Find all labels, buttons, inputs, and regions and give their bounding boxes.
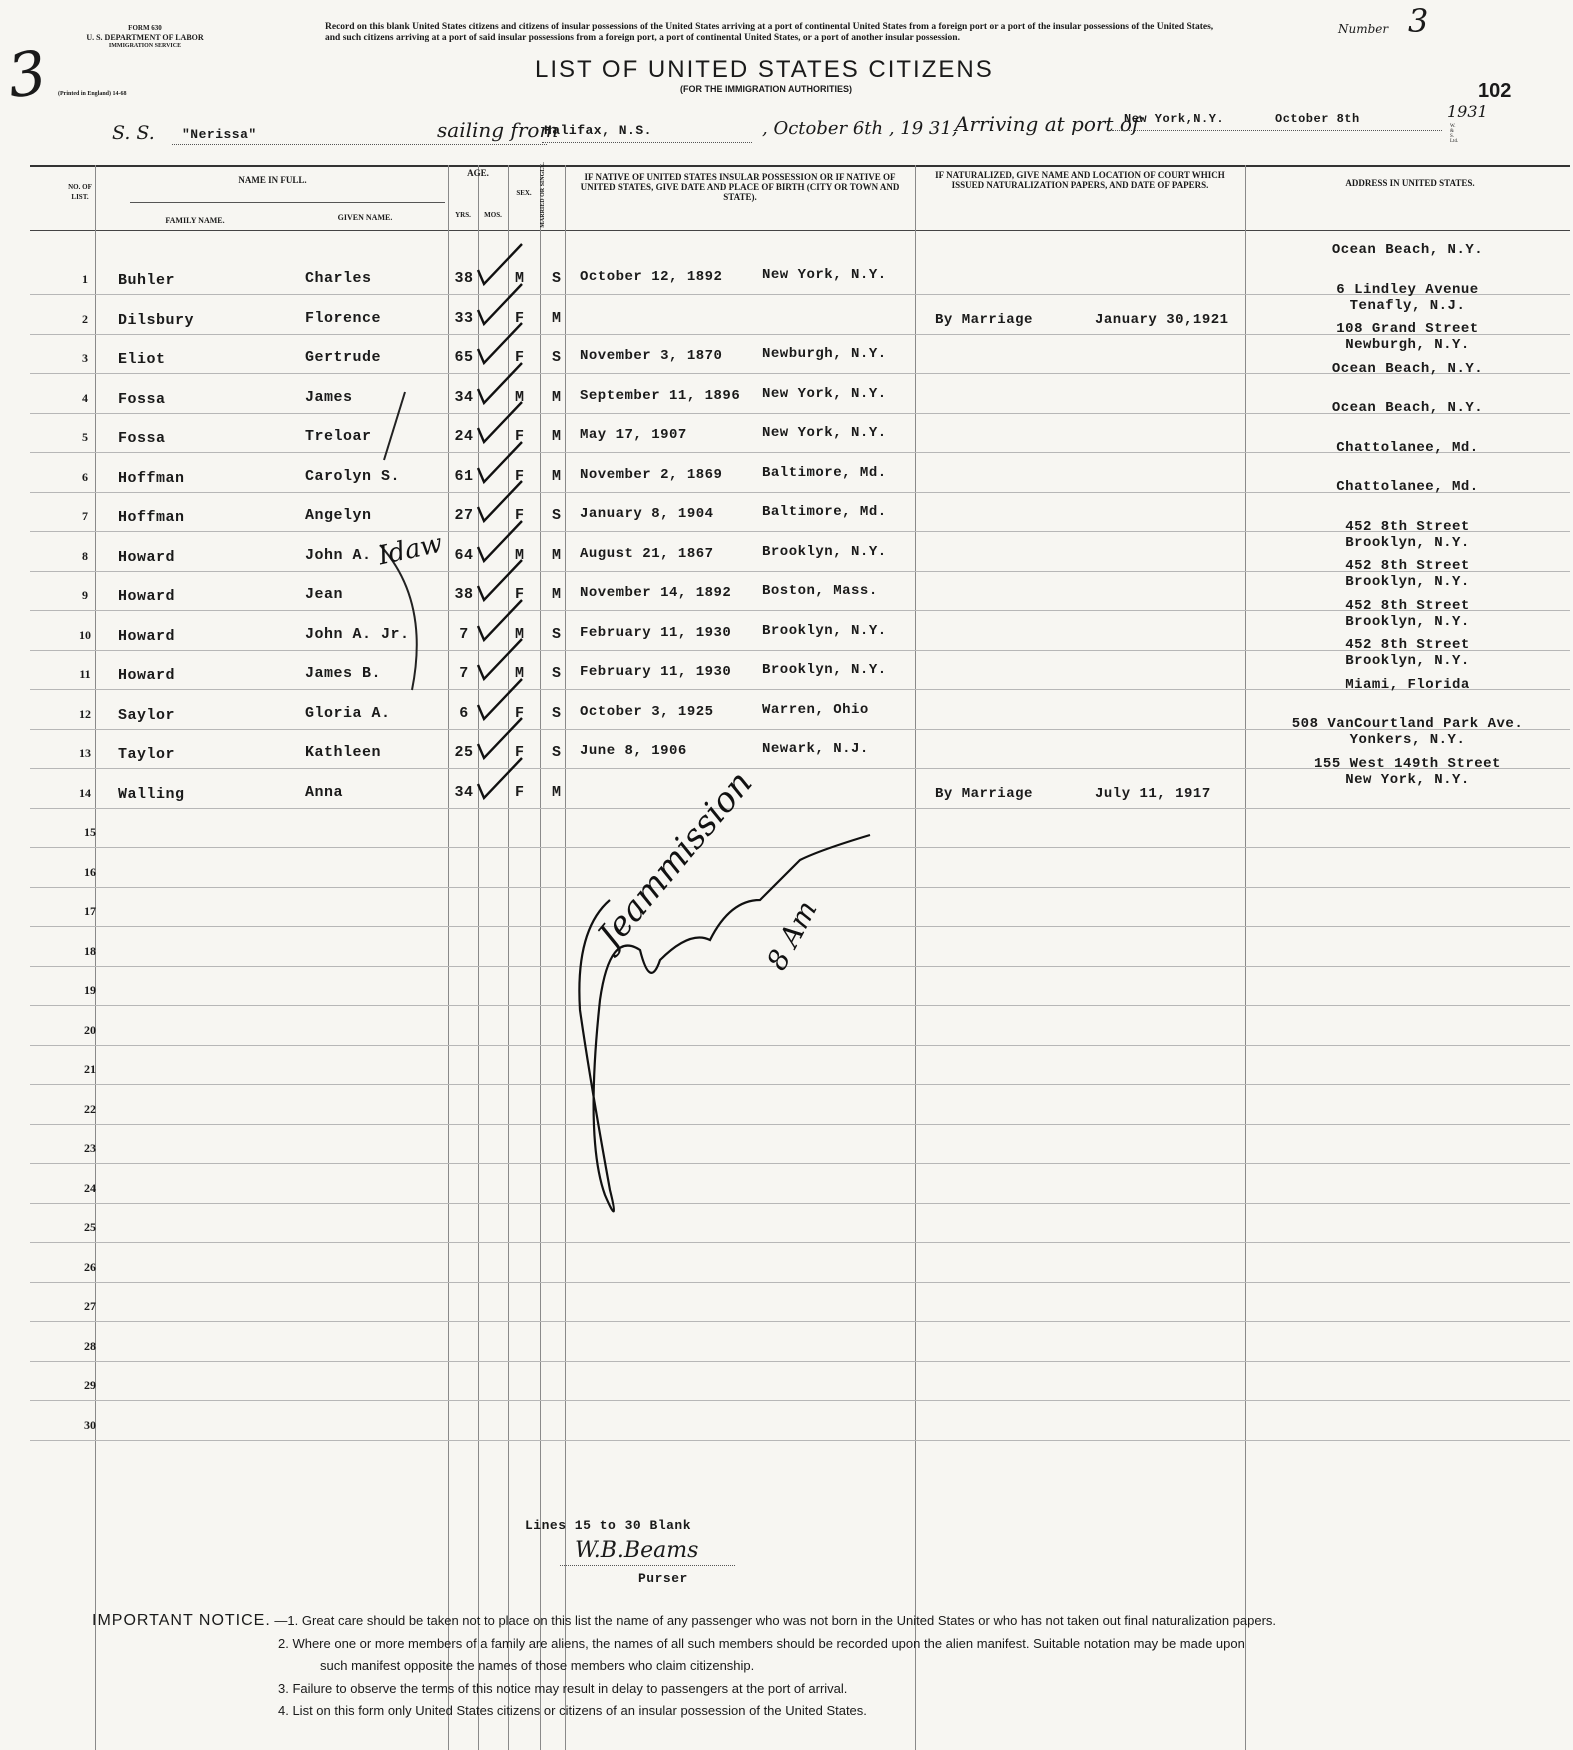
page-title: LIST OF UNITED STATES CITIZENS	[535, 56, 994, 83]
address-line-1: 508 VanCourtland Park Ave.	[1291, 716, 1524, 732]
married-single: M	[552, 428, 562, 445]
sex: F	[515, 704, 525, 722]
sex: M	[515, 546, 525, 564]
notice-2-cont: such manifest opposite the names of those members who claim citizenship.	[320, 1658, 755, 1673]
family-name: Eliot	[118, 351, 166, 368]
given-name: Gloria A.	[305, 704, 391, 722]
row-rule	[30, 1005, 1570, 1006]
birth-place: New York, N.Y.	[762, 385, 887, 402]
birth-place: Newark, N.J.	[762, 741, 869, 757]
birth-date: August 21, 1867	[580, 545, 714, 562]
address-line-1: 6 Lindley Avenue	[1336, 281, 1479, 298]
important-notice	[92, 1612, 1562, 1630]
header-age: AGE.	[467, 168, 489, 178]
row-number: 15	[84, 825, 96, 839]
row-rule	[30, 1163, 1570, 1164]
address-line-1: Ocean Beach, N.Y.	[1331, 400, 1484, 416]
sailing-from: Halifax, N.S.	[544, 123, 652, 138]
address-line-2: Brooklyn, N.Y.	[1345, 534, 1470, 551]
header-no: NO. OF LIST.	[68, 183, 92, 201]
form-number: FORM 630	[128, 24, 162, 32]
row-rule	[30, 1045, 1570, 1046]
given-name: John A.	[305, 546, 372, 564]
address-line-2: Newburgh, N.Y.	[1345, 337, 1470, 353]
address-line-2: Brooklyn, N.Y.	[1345, 613, 1470, 630]
row-number: 10	[79, 627, 91, 642]
header-bottom-rule	[30, 230, 1570, 231]
given-name: Treloar	[305, 428, 372, 445]
birth-date: November 3, 1870	[580, 348, 723, 364]
col-line-yrs	[448, 165, 449, 1750]
given-name: Florence	[305, 309, 382, 327]
sex: M	[515, 625, 525, 643]
row-number: 26	[84, 1259, 96, 1274]
birth-place: Newburgh, N.Y.	[762, 346, 887, 362]
married-single: M	[552, 586, 562, 603]
married-single: S	[552, 744, 562, 761]
ship-underline	[172, 144, 547, 145]
address-line-2: Brooklyn, N.Y.	[1345, 574, 1470, 590]
birth-date: November 2, 1869	[580, 466, 723, 483]
col-line-married	[540, 165, 541, 1750]
sex: F	[515, 349, 525, 366]
row-number: 24	[84, 1180, 96, 1195]
row-rule	[30, 1321, 1570, 1322]
row-number: 22	[84, 1101, 96, 1116]
header-mos: MOS.	[484, 211, 502, 219]
birth-date: January 8, 1904	[580, 506, 714, 522]
family-name: Fossa	[118, 390, 166, 408]
birth-date: October 12, 1892	[580, 269, 723, 285]
age-years: 25	[454, 744, 474, 761]
age-years: 34	[454, 783, 474, 801]
married-single: M	[552, 546, 562, 564]
sex: F	[515, 586, 525, 603]
sex: F	[515, 744, 525, 761]
sex: M	[515, 665, 525, 682]
birth-place: Baltimore, Md.	[762, 504, 887, 520]
birth-place: Brooklyn, N.Y.	[762, 543, 887, 560]
age-years: 61	[454, 467, 474, 485]
form-id-block	[60, 24, 230, 51]
service: IMMIGRATION SERVICE	[108, 43, 182, 49]
name-header-rule	[130, 202, 445, 203]
birth-date: May 17, 1907	[580, 427, 687, 443]
family-name: Dilsbury	[118, 311, 195, 329]
header-family-name: FAMILY NAME.	[165, 216, 225, 225]
row-number: 16	[84, 864, 96, 879]
col-line-birth	[565, 165, 566, 1750]
col-line-nat	[915, 165, 916, 1750]
row-number: 23	[84, 1141, 96, 1155]
row-rule	[30, 1282, 1570, 1283]
married-single: M	[552, 388, 562, 406]
row-number: 1	[82, 272, 88, 286]
notice-2: 2. Where one or more members of a family are aliens, the names of all such members should be recorded upon the alien manifest. Suitable notation may be made upon	[278, 1636, 1245, 1651]
address-line-1: 452 8th Street	[1345, 518, 1470, 535]
married-single: S	[552, 625, 562, 643]
row-number: 19	[84, 983, 96, 997]
married-single: S	[552, 704, 562, 722]
header-married: MARRIED OR SINGLE.	[540, 162, 546, 228]
row-number: 28	[84, 1338, 96, 1353]
row-number: 25	[84, 1220, 96, 1234]
slash-mark	[384, 392, 405, 460]
address-line-1: Chattolanee, Md.	[1336, 479, 1479, 495]
sex: F	[515, 467, 525, 485]
row-rule	[30, 847, 1570, 848]
notice-label: IMPORTANT NOTICE.	[92, 1612, 271, 1629]
family-name: Hoffman	[118, 469, 185, 487]
birth-date: February 11, 1930	[580, 664, 732, 680]
family-name: Howard	[118, 588, 176, 605]
sex: M	[515, 270, 525, 287]
header-address: ADDRESS IN UNITED STATES.	[1345, 178, 1475, 188]
blank-lines-note: Lines 15 to 30 Blank	[525, 1518, 692, 1533]
department: U. S. DEPARTMENT OF LABOR	[86, 33, 204, 42]
arrival-port: New York,N.Y.	[1124, 112, 1225, 126]
printed-note: (Printed in England) 14-68	[58, 91, 127, 97]
sail-date: , October 6th , 19 31,	[762, 118, 958, 139]
given-name: Carolyn S.	[305, 467, 401, 485]
row-number: 21	[84, 1062, 96, 1076]
naturalization-court: By Marriage	[935, 785, 1033, 802]
number-label: Number	[1338, 22, 1389, 36]
arriving-label: Arriving at port of	[955, 112, 1140, 136]
given-name: Kathleen	[305, 744, 382, 761]
family-name: Hoffman	[118, 509, 185, 526]
notice-1: —1. Great care should be taken not to place on this list the name of any passenger who was not born in the United States or who has not taken out final naturalization papers.	[274, 1613, 1277, 1628]
row-rule	[30, 1242, 1570, 1243]
row-rule	[30, 887, 1570, 888]
row-number: 20	[84, 1022, 96, 1037]
birth-place: New York, N.Y.	[762, 425, 887, 441]
address-line-2: New York, N.Y.	[1345, 771, 1470, 788]
given-name: Anna	[305, 783, 344, 801]
given-name: Jean	[305, 586, 344, 603]
row-number: 27	[84, 1299, 96, 1313]
birth-place: Warren, Ohio	[762, 701, 869, 718]
header-birth: IF NATIVE OF UNITED STATES INSULAR POSSESSION OR IF NATIVE OF UNITED STATES, GIVE DATE AND PLACE OF BIRTH (CITY OR TOWN AND STATE).	[580, 172, 900, 202]
row-number: 3	[82, 351, 88, 365]
arrival-date: October 8th	[1275, 112, 1360, 126]
port-underline	[1112, 130, 1442, 131]
address-line-1: 452 8th Street	[1345, 637, 1470, 653]
address-line-2: Tenafly, N.J.	[1349, 297, 1466, 314]
age-years: 7	[459, 665, 469, 682]
row-number: 4	[82, 390, 88, 405]
sex: F	[515, 783, 525, 801]
inspector-handwriting: Jeammission	[590, 763, 761, 956]
from-underline	[542, 142, 752, 143]
address-line-1: 452 8th Street	[1345, 597, 1470, 614]
birth-place: Brooklyn, N.Y.	[762, 662, 887, 678]
given-name: Gertrude	[305, 349, 382, 366]
instructions: Record on this blank United States citizens and citizens of insular possessions of the United States arriving at a port of continental United States from a foreign port or a port of the insular possessions of the United States, and such citizens arriving at a port of said insular possessions from a foreign port, a port of continental United States, or a port of another insular possession.	[325, 22, 1214, 43]
family-name: Fossa	[118, 430, 166, 447]
row-number: 9	[82, 588, 88, 602]
time-handwriting: 8 Am	[760, 895, 824, 976]
row-rule	[30, 1124, 1570, 1125]
ship-name: "Nerissa"	[182, 127, 257, 142]
row-number: 17	[84, 904, 96, 918]
age-years: 7	[459, 625, 469, 643]
table-top-rule	[30, 165, 1570, 167]
address-line-1: 108 Grand Street	[1336, 321, 1479, 337]
sex: F	[515, 507, 525, 524]
family-name: Howard	[118, 667, 176, 684]
printer-mark: W. & S. Ltd.	[1450, 124, 1459, 144]
address-line-1: 452 8th Street	[1345, 558, 1470, 574]
given-name: Angelyn	[305, 507, 372, 524]
corner-number: 3	[3, 37, 51, 113]
col-line-address	[1245, 165, 1246, 1750]
family-name: Howard	[118, 627, 176, 645]
given-name: James	[305, 388, 353, 406]
page-subtitle: (FOR THE IMMIGRATION AUTHORITIES)	[680, 84, 852, 94]
given-name: James B.	[305, 665, 382, 682]
address-line-2: Yonkers, N.Y.	[1349, 732, 1466, 748]
row-rule	[30, 1084, 1570, 1085]
age-years: 33	[454, 309, 474, 327]
married-single: M	[552, 309, 562, 327]
row-number: 13	[79, 746, 91, 760]
row-number: 30	[84, 1417, 96, 1432]
voyage-line	[112, 102, 1488, 148]
married-single: S	[552, 349, 562, 366]
row-number: 18	[84, 943, 96, 958]
row-number: 7	[82, 509, 88, 523]
family-name: Walling	[118, 785, 185, 803]
address-line-1: Ocean Beach, N.Y.	[1331, 242, 1484, 258]
birth-place: Boston, Mass.	[762, 583, 878, 599]
married-single: M	[552, 783, 562, 801]
address-line-1: Chattolanee, Md.	[1336, 439, 1479, 456]
birth-place: New York, N.Y.	[762, 267, 887, 283]
row-number: 11	[79, 667, 91, 681]
family-name: Howard	[118, 548, 176, 566]
address-line-1: Ocean Beach, N.Y.	[1331, 360, 1484, 377]
row-number: 12	[79, 706, 91, 721]
row-rule	[30, 1361, 1570, 1362]
row-number: 2	[82, 311, 88, 326]
sex: F	[515, 309, 525, 327]
age-years: 65	[454, 349, 474, 366]
margin-handwriting: Idaw	[375, 528, 446, 572]
given-name: Charles	[305, 270, 372, 287]
row-rule	[30, 1203, 1570, 1204]
family-name: Saylor	[118, 706, 176, 724]
family-name: Taylor	[118, 746, 176, 763]
age-years: 34	[454, 388, 474, 406]
header-given-name: GIVEN NAME.	[337, 213, 393, 222]
row-number: 5	[82, 430, 88, 444]
row-number: 6	[82, 469, 88, 484]
age-years: 64	[454, 546, 474, 564]
address-line-1: 155 West 149th Street	[1314, 755, 1501, 772]
naturalization-date: July 11, 1917	[1095, 785, 1211, 802]
row-rule	[30, 1440, 1570, 1441]
notice-3: 3. Failure to observe the terms of this notice may result in delay to passengers at the port of arrival.	[278, 1681, 848, 1696]
notice-4: 4. List on this form only United States citizens or citizens of an insular possession of the United States.	[278, 1703, 867, 1718]
sailing-label: sailing from	[437, 118, 559, 142]
arrival-year: 1931	[1447, 102, 1488, 121]
birth-place: Brooklyn, N.Y.	[762, 622, 887, 639]
birth-date: February 11, 1930	[580, 624, 732, 641]
number-value: 3	[1408, 2, 1429, 40]
row-number: 29	[84, 1378, 96, 1392]
row-number: 14	[79, 785, 91, 800]
purser-signature: W.B.Beams	[575, 1538, 699, 1563]
sex: M	[515, 388, 525, 406]
married-single: S	[552, 270, 562, 287]
birth-date: November 14, 1892	[580, 585, 732, 601]
sex: F	[515, 428, 525, 445]
header-yrs: YRS.	[455, 211, 471, 219]
row-number: 8	[82, 548, 88, 563]
naturalization-date: January 30,1921	[1095, 311, 1229, 328]
purser-label: Purser	[638, 1571, 688, 1586]
page-number: 102	[1478, 80, 1512, 102]
married-single: S	[552, 507, 562, 524]
signature-underline	[560, 1565, 735, 1566]
birth-date: October 3, 1925	[580, 703, 714, 720]
address-line-1: Miami, Florida	[1345, 676, 1470, 693]
family-name: Buhler	[118, 272, 176, 289]
married-single: M	[552, 467, 562, 485]
married-single: S	[552, 665, 562, 682]
age-years: 38	[454, 270, 474, 287]
row-rule	[30, 808, 1570, 809]
birth-date: June 8, 1906	[580, 743, 687, 759]
naturalization-court: By Marriage	[935, 311, 1033, 328]
age-years: 6	[459, 704, 469, 722]
birth-place: Baltimore, Md.	[762, 464, 887, 481]
ss-label: S. S.	[112, 122, 155, 144]
age-years: 24	[454, 428, 474, 445]
header-naturalized: IF NATURALIZED, GIVE NAME AND LOCATION OF COURT WHICH ISSUED NATURALIZATION PAPERS, AND DATE OF PAPERS.	[935, 170, 1225, 190]
age-years: 27	[454, 507, 474, 524]
row-rule	[30, 966, 1570, 967]
birth-date: September 11, 1896	[580, 387, 741, 404]
address-line-2: Brooklyn, N.Y.	[1345, 653, 1470, 669]
row-rule	[30, 1400, 1570, 1401]
header-sex: SEX.	[516, 189, 532, 197]
header-name-in-full: NAME IN FULL.	[238, 175, 307, 185]
age-years: 38	[454, 586, 474, 603]
given-name: John A. Jr.	[305, 625, 410, 643]
check-mark	[470, 754, 530, 804]
